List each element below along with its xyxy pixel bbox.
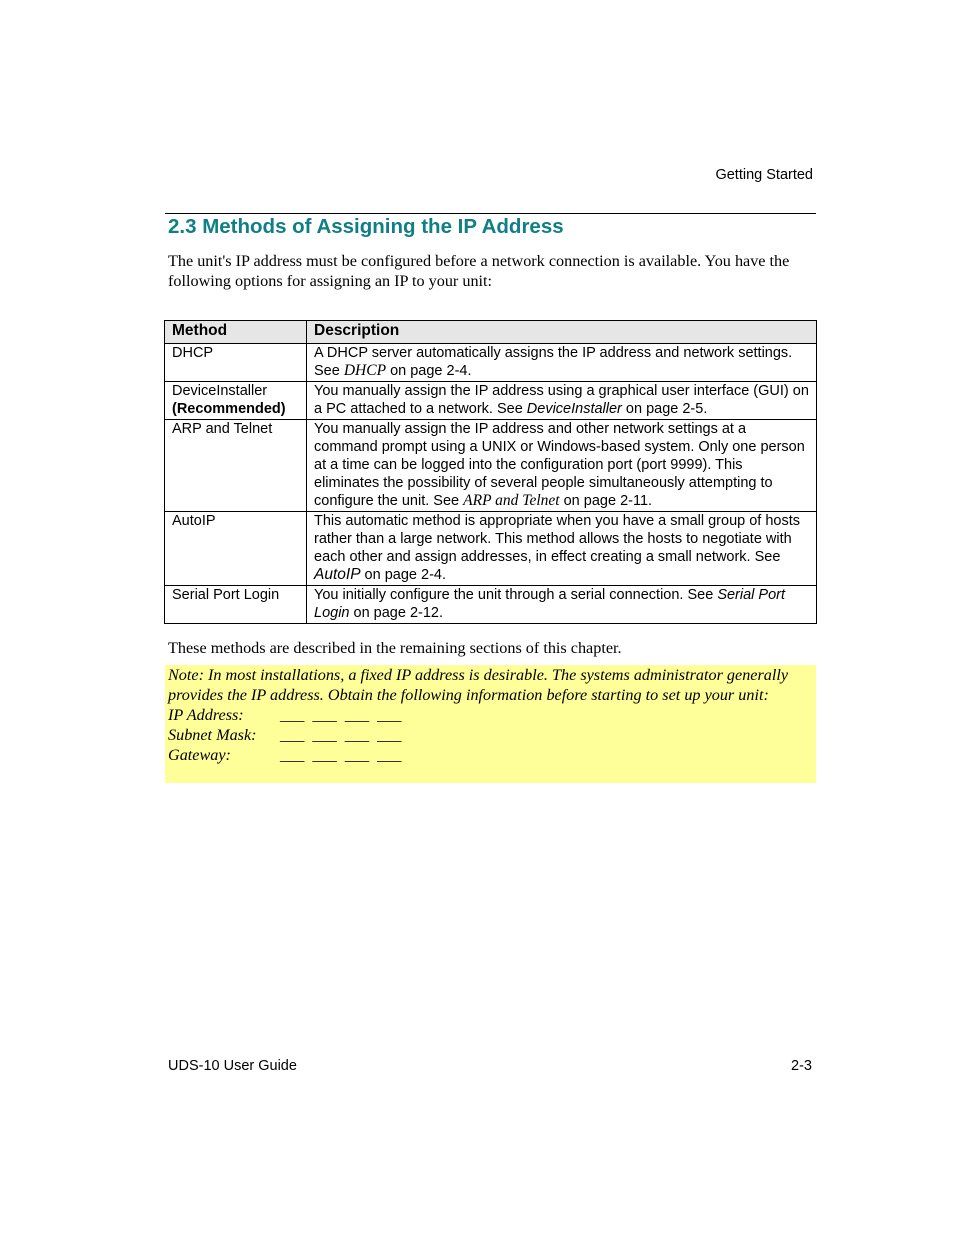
table-row <box>165 512 817 586</box>
section-divider <box>165 213 816 214</box>
subnet-mask-field <box>165 725 816 745</box>
page-reference: on page 2-5. <box>621 401 708 417</box>
method-cell <box>165 512 307 586</box>
table-row <box>165 344 817 382</box>
methods-table <box>164 320 817 624</box>
intro-paragraph: The unit's IP address must be configured before a network connection is available. You have the following options for assigning an IP to your unit: <box>168 252 790 290</box>
fill-in-blanks: ___ ___ ___ ___ <box>280 726 402 744</box>
cross-reference: ARP and Telnet <box>463 492 560 509</box>
cross-reference: Serial Port Login <box>314 587 786 621</box>
description-cell <box>307 586 817 624</box>
description-cell <box>307 382 817 420</box>
fill-in-blanks: ___ ___ ___ ___ <box>280 706 402 724</box>
cross-reference: DHCP <box>343 362 387 379</box>
description-text: You manually assign the IP address and other network settings at a command prompt using a UNIX or Windows-based system. Only one person at a time can be logged into the configuration port (port 9999). This eliminates the possibility of several people simultaneously attempting to configure the unit. See <box>314 421 805 509</box>
description-cell <box>307 344 817 382</box>
cross-reference: AutoIP <box>314 566 361 583</box>
outro-paragraph: These methods are described in the remaining sections of this chapter. <box>168 639 622 657</box>
page-reference: on page 2-4. <box>360 567 446 583</box>
table-row <box>165 420 817 512</box>
page-reference: on page 2-11. <box>559 493 653 509</box>
description-text: You initially configure the unit through a serial connection. See <box>314 587 718 603</box>
page-reference: on page 2-12. <box>349 605 444 621</box>
description-cell <box>307 420 817 512</box>
running-header: Getting Started <box>715 167 813 183</box>
note-text: Note: In most installations, a fixed IP address is desirable. The systems administrator generally provides the IP address. Obtain the following information before starting to set up your unit: <box>168 666 789 704</box>
footer-doc-title: UDS-10 User Guide <box>168 1058 297 1074</box>
table-row <box>165 382 817 420</box>
method-cell <box>165 382 307 420</box>
table-row <box>165 586 817 624</box>
gateway-field <box>165 745 816 765</box>
field-label: Subnet Mask: <box>168 726 257 744</box>
method-cell <box>165 586 307 624</box>
method-name: Serial Port Login <box>172 587 280 603</box>
recommended-label: (Recommended) <box>172 401 286 417</box>
method-column-header: Method <box>165 321 307 344</box>
description-cell <box>307 512 817 586</box>
description-text: You manually assign the IP address using a graphical user interface (GUI) on a PC attached to a network. See <box>314 383 809 417</box>
table-header-row <box>165 321 817 344</box>
footer-page-number: 2-3 <box>791 1058 812 1074</box>
field-label: Gateway: <box>168 746 231 764</box>
method-name: AutoIP <box>172 513 216 529</box>
method-cell <box>165 420 307 512</box>
field-label: IP Address: <box>168 706 244 724</box>
method-name: ARP and Telnet <box>172 421 273 437</box>
method-name: DHCP <box>172 345 214 361</box>
description-text: This automatic method is appropriate when you have a small group of hosts rather than a large network. This method allows the hosts to negotiate with each other and assign addresses, in effect creating a small network. See <box>314 513 801 565</box>
description-column-header: Description <box>307 321 817 344</box>
section-title: 2.3 Methods of Assigning the IP Address <box>168 215 564 238</box>
note-box <box>165 665 816 783</box>
method-cell <box>165 344 307 382</box>
method-name: DeviceInstaller <box>172 383 268 399</box>
fill-in-blanks: ___ ___ ___ ___ <box>280 746 402 764</box>
ip-address-field <box>165 705 816 725</box>
cross-reference: DeviceInstaller <box>526 401 622 417</box>
page-reference: on page 2-4. <box>386 363 472 379</box>
description-text: A DHCP server automatically assigns the IP address and network settings. See <box>314 345 793 379</box>
